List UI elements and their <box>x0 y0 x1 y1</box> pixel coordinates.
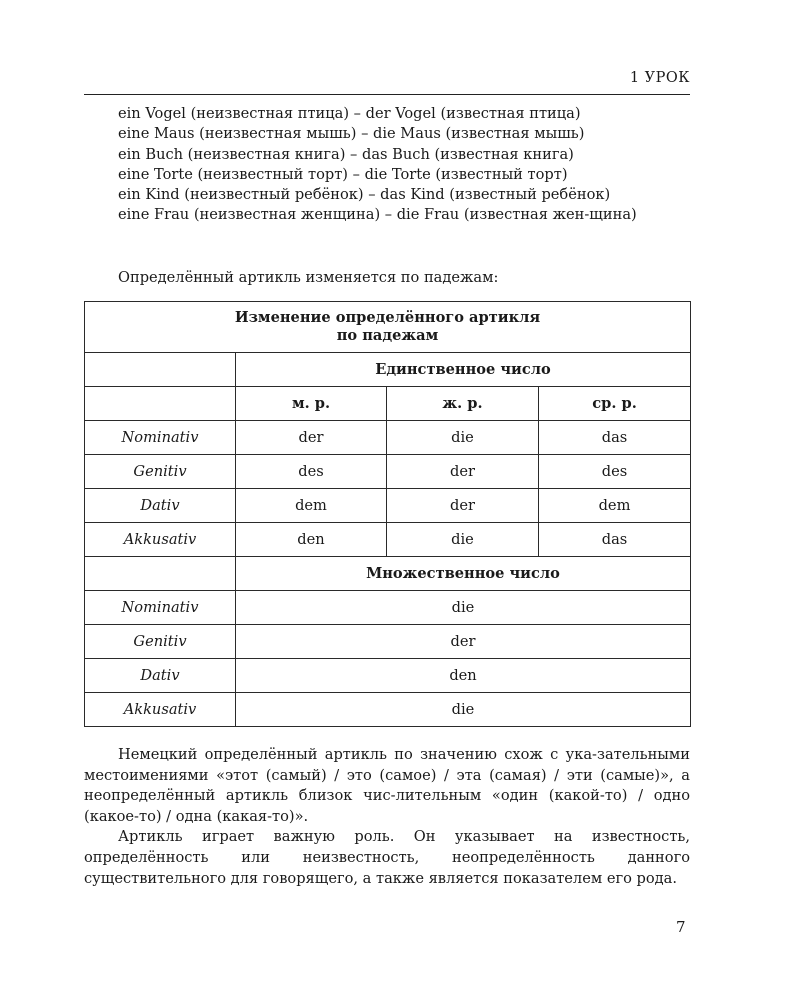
table-row <box>85 693 691 727</box>
example-line: ein Buch (неизвестная книга) – das Buch (известная книга) <box>118 145 574 163</box>
example-line: eine Frau (неизвестная женщина) – die Frau (известная жен-щина) <box>118 206 637 224</box>
case-label: Genitiv <box>85 455 236 489</box>
empty-cell <box>85 557 236 591</box>
article-cell: dem <box>539 489 691 523</box>
table-title <box>85 302 691 353</box>
article-cell: der <box>387 455 539 489</box>
example-line: ein Vogel (неизвестная птица) – der Vogel (известная птица) <box>118 105 581 122</box>
article-cell: der <box>236 625 691 659</box>
case-label: Nominativ <box>85 591 236 625</box>
example-line: ein Kind (неизвестный ребёнок) – das Kind (известный ребёнок) <box>118 186 611 204</box>
table-row <box>85 625 691 659</box>
example-line: eine Torte (неизвестный торт) – die Torte (известный торт) <box>118 165 568 183</box>
article-cell: des <box>539 455 691 489</box>
article-cell: die <box>387 421 539 455</box>
table-row <box>85 421 691 455</box>
article-cell: den <box>236 523 387 557</box>
article-cell: das <box>539 421 691 455</box>
case-label: Nominativ <box>85 421 236 455</box>
empty-cell <box>85 353 236 387</box>
case-label: Dativ <box>85 489 236 523</box>
article-cell: der <box>387 489 539 523</box>
gender-header-masculine: м. р. <box>236 387 387 421</box>
body-text <box>84 745 690 889</box>
article-cell: der <box>236 421 387 455</box>
singular-header-row <box>85 353 691 387</box>
gender-header-row <box>85 387 691 421</box>
examples-list <box>84 104 690 226</box>
singular-header: Единственное число <box>236 353 691 387</box>
running-header <box>84 70 690 95</box>
table-row <box>85 659 691 693</box>
case-label: Dativ <box>85 659 236 693</box>
article-cell: dem <box>236 489 387 523</box>
page-number: 7 <box>676 918 686 936</box>
table-title-line1: Изменение определённого артикля <box>234 309 541 326</box>
case-label: Akkusativ <box>85 523 236 557</box>
article-cell: die <box>387 523 539 557</box>
table-row <box>85 523 691 557</box>
article-cell: die <box>236 693 691 727</box>
table-row <box>85 489 691 523</box>
article-cell: des <box>236 455 387 489</box>
intro-text: Определённый артикль изменяется по падежам: <box>118 269 499 286</box>
plural-header: Множественное число <box>236 557 691 591</box>
article-cell: die <box>236 591 691 625</box>
table-row <box>85 591 691 625</box>
gender-header-neuter: ср. р. <box>539 387 691 421</box>
case-label: Genitiv <box>85 625 236 659</box>
article-cell: den <box>236 659 691 693</box>
article-cell: das <box>539 523 691 557</box>
plural-header-row <box>85 557 691 591</box>
example-line: eine Maus (неизвестная мышь) – die Maus (известная мышь) <box>118 125 585 143</box>
paragraph: Немецкий определённый артикль по значению схож с ука-зательными местоимениями «этот (самый) / это (самое) / эта (самая) / эти (самые)», а неопределённый артикль близок чис-лительным «один (какой-то) / одно (какое-то) / одна (какая-то)». <box>84 746 690 825</box>
running-title: 1 УРОК <box>629 70 690 86</box>
table-title-row <box>85 302 691 353</box>
table-title-line2: по падежам <box>336 327 439 344</box>
paragraph: Артикль играет важную роль. Он указывает на известность, определённость или неизвестность, неопределённость данного существительного для говорящего, а также является показателем его рода. <box>84 828 690 887</box>
empty-cell <box>85 387 236 421</box>
article-declension-table <box>84 301 691 727</box>
table-row <box>85 455 691 489</box>
case-label: Akkusativ <box>85 693 236 727</box>
gender-header-feminine: ж. р. <box>387 387 539 421</box>
